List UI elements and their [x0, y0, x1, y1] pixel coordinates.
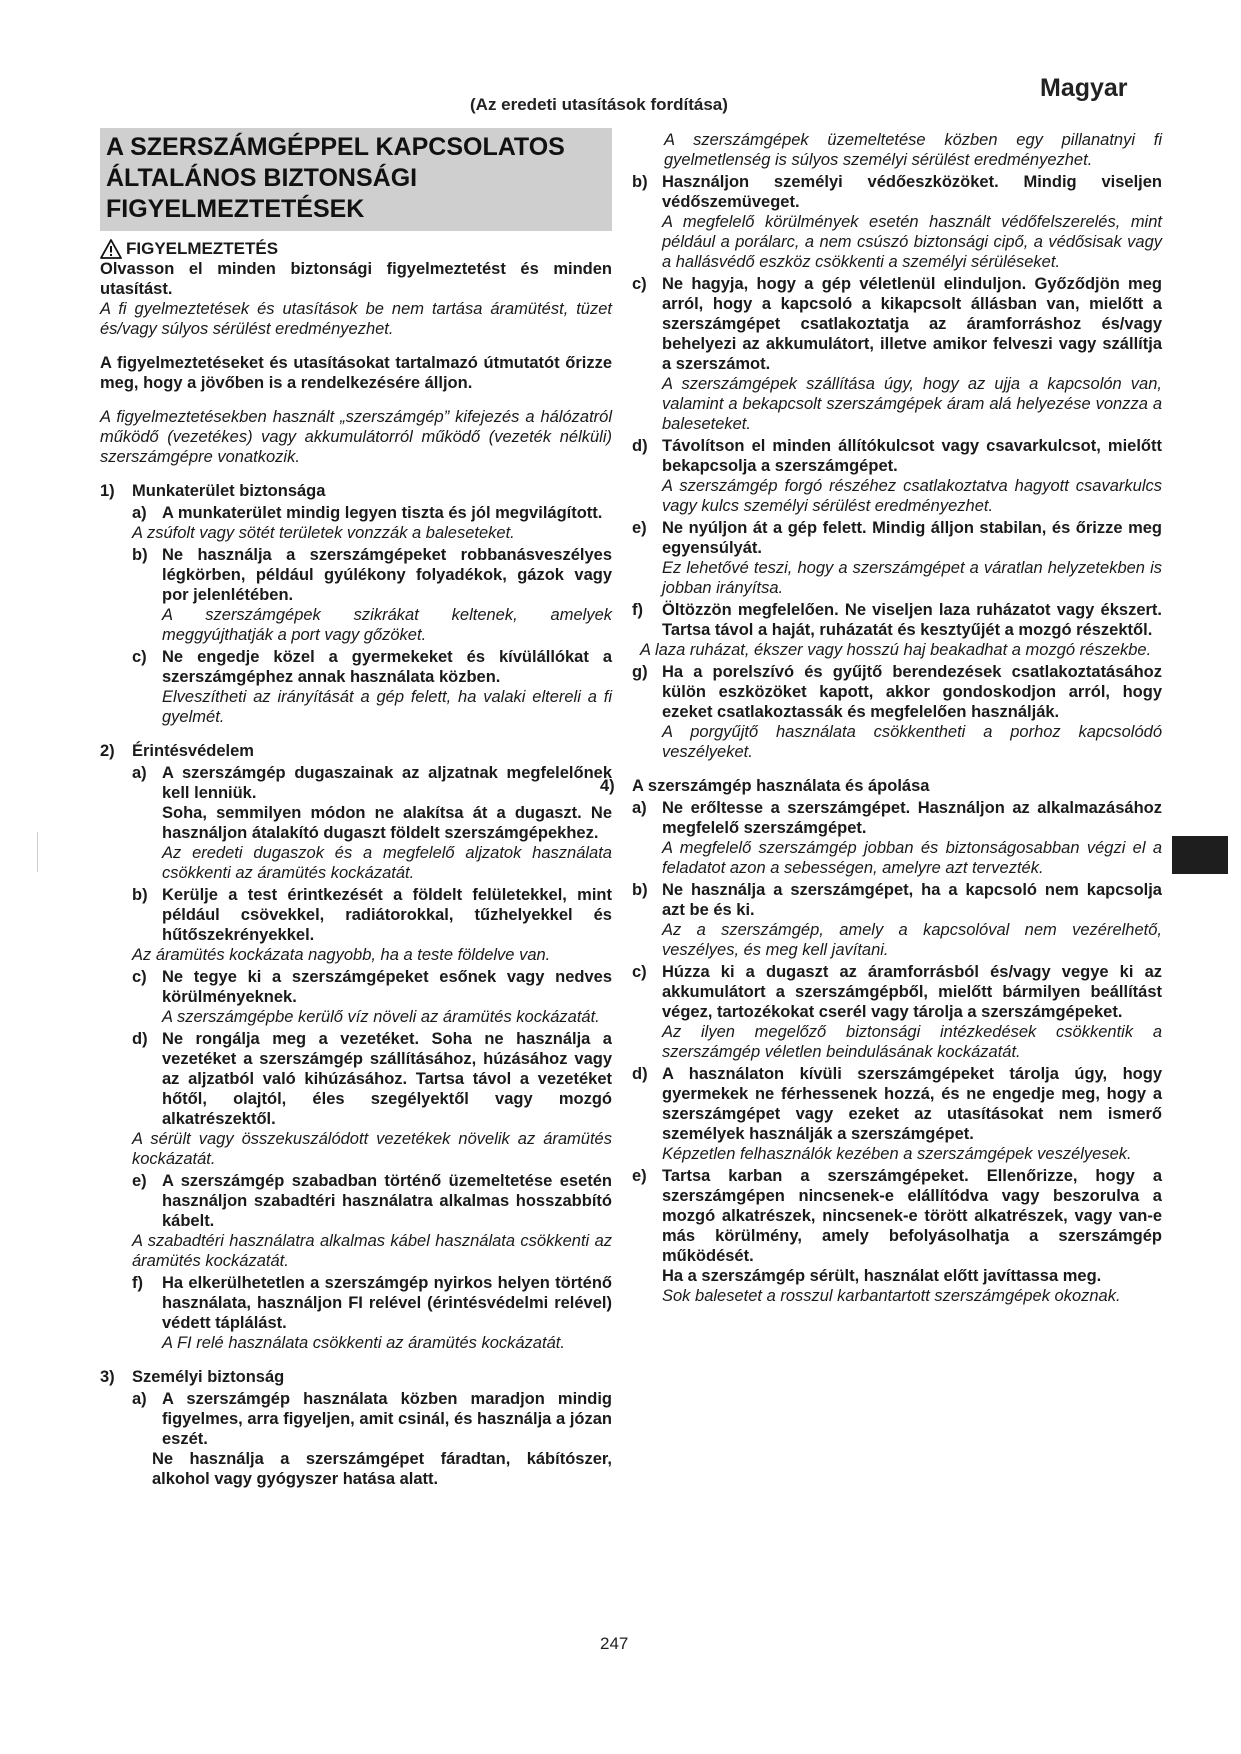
- s3-item-e: e) Ne nyúljon át a gép felett. Mindig álljon stabilan, és őrizze meg egyensúlyát. Ez lehetővé teszi, hogy a szerszámgépet a váratlan helyzetekben is jobban irányítsa.: [632, 519, 1162, 597]
- warning-label: FIGYELMEZTETÉS: [126, 239, 279, 258]
- section-banner: A SZERSZÁMGÉPPEL KAPCSOLATOS ÁLTALÁNOS BIZTONSÁGI FIGYELMEZTETÉSEK: [100, 128, 612, 231]
- section-3-title: Személyi biztonság: [132, 1368, 285, 1386]
- section-2-heading: 2) Érintésvédelem: [100, 742, 254, 760]
- s3-item-a-text2: Ne használja a szerszámgépet fáradtan, kábítószer, alkohol vagy gyógyszer hatása alatt.: [152, 1450, 612, 1488]
- s3-item-d: d) Távolítson el minden állítókulcsot vagy csavarkulcsot, mielőtt bekapcsolja a szerszámgépet. A szerszámgép forgó részéhez csatlakoztatva hagyott csavarkulcs vagy kulcs személyi sérülést eredményezhet.: [632, 437, 1162, 515]
- s3-note-a: A szerszámgépek üzemeltetése közben egy pillanatnyi fi gyelmetlenség is súlyos személyi sérülést eredményezhet.: [664, 131, 1162, 169]
- language-tab-marker: [1172, 836, 1228, 874]
- s2-item-e: e) A szerszámgép szabadban történő üzemeltetése esetén használjon szabadtéri használatra alkalmas hosszabbító kábelt.: [132, 1172, 612, 1230]
- warning-heading: [100, 239, 612, 259]
- section-4-heading: 4) A szerszámgép használata és ápolása: [600, 777, 930, 795]
- intro-read-all: Olvasson el minden biztonsági figyelmeztetést és minden utasítást.: [100, 260, 612, 298]
- s4-item-e: e) Tartsa karban a szerszámgépeket. Ellenőrizze, hogy a szerszámgépen nincsenek-e elállítódva vagy beszorulva a mozgó alkatrészek, nincsenek-e törött alkatrészek, vagy van-e más körülmény, amely befolyásolhatja a szerszámgép működését. Ha a szerszámgép sérült, használat előtt javíttassa meg. Sok balesetet a rosszul karbantartott szerszámgépek okoznak.: [632, 1167, 1162, 1305]
- s1-note-a: A zsúfolt vagy sötét területek vonzzák a baleseteket.: [132, 524, 515, 542]
- s2-item-b: b) Kerülje a test érintkezését a földelt felületekkel, mint például csövekkel, radiátorokkal, tűzhelyekkel és hűtőszekrényekkel.: [132, 886, 612, 944]
- s3-note-f: A laza ruházat, ékszer vagy hosszú haj beakadhat a mozgó részekbe.: [640, 641, 1152, 659]
- s1-item-c: c) Ne engedje közel a gyermekeket és kívülállókat a szerszámgéphez annak használata közben. Elveszítheti az irányítását a gép felett, ha valaki eltereli a fi gyelmét.: [132, 648, 612, 726]
- s2-item-d: d) Ne rongálja meg a vezetéket. Soha ne használja a vezetéket a szerszámgép szállításához, húzásához vagy az aljzatból való kihúzásához. Tartsa távol a vezetéket hőtől, olajtól, éles szegélyektől vagy mozgó alkatrészektől.: [132, 1030, 612, 1128]
- s4-item-c: c) Húzza ki a dugaszt az áramforrásból és/vagy vegye ki az akkumulátort a szerszámgépből, mielőtt bármilyen beállítást végez, tartozékokat cserél vagy tárolja a szerszámgépeket. Az ilyen megelőző biztonsági intézkedések csökkentik a szerszámgép véletlen beindulásának kockázatát.: [632, 963, 1162, 1061]
- section-2-title: Érintésvédelem: [132, 742, 254, 760]
- s2-note-e: A szabadtéri használatra alkalmas kábel használata csökkenti az áramütés kockázatát.: [132, 1232, 612, 1270]
- s3-item-a: a) A szerszámgép használata közben maradjon mindig figyelmes, arra figyeljen, amit csinál, és használja a józan eszét.: [132, 1390, 612, 1448]
- section-1-title: Munkaterület biztonsága: [132, 482, 326, 500]
- s3-item-f: f) Öltözzön megfelelően. Ne viseljen laza ruházatot vagy ékszert. Tartsa távol a haját, ruházatát és kesztyűjét a mozgó részektől.: [632, 601, 1162, 639]
- s3-item-g: g) Ha a porelszívó és gyűjtő berendezések csatlakoztatásához külön eszközöket kapott, akkor gondoskodjon arról, hogy ezeket csatlakoztassák és megfelelően használják. A porgyűjtő használata csökkentheti a porhoz kapcsolódó veszélyeket.: [632, 663, 1162, 761]
- intro-read-all-note: A fi gyelmeztetések és utasítások be nem tartása áramütést, tüzet és/vagy súlyos sérülést eredményezhet.: [100, 300, 612, 338]
- warning-triangle-icon: [100, 239, 122, 259]
- translation-subtitle: (Az eredeti utasítások fordítása): [470, 95, 728, 114]
- language-label: Magyar: [1040, 74, 1128, 102]
- section-3-heading: 3) Személyi biztonság: [100, 1368, 285, 1386]
- s1-item-b: b) Ne használja a szerszámgépeket robbanásveszélyes légkörben, például gyúlékony folyadékok, gázok vagy por jelenlétében. A szerszámgépek szikrákat keltenek, amelyek meggyújthatják a port vagy gőzöket.: [132, 546, 612, 644]
- right-column: [600, 130, 1162, 1306]
- s1-item-a: a) A munkaterület mindig legyen tiszta és jól megvilágított.: [132, 504, 603, 522]
- edge-mark: [37, 832, 38, 872]
- page-number: 247: [600, 1634, 629, 1653]
- section-4-title: A szerszámgép használata és ápolása: [632, 777, 930, 795]
- intro-keep: A figyelmeztetéseket és utasításokat tartalmazó útmutatót őrizze meg, hogy a jövőben is a rendelkezésére álljon.: [100, 354, 612, 392]
- s4-item-a: a) Ne erőltesse a szerszámgépet. Használjon az alkalmazásához megfelelő szerszámgépet. A megfelelő szerszámgép jobban és biztonságosabban végzi el a feladatot azon a sebességen, amelyre azt tervezték.: [632, 799, 1162, 877]
- s2-item-f: f) Ha elkerülhetetlen a szerszámgép nyirkos helyen történő használata, használjon FI relével (érintésvédelmi relével) védett táplálást. A FI relé használata csökkenti az áramütés kockázatát.: [132, 1274, 612, 1352]
- s3-item-b: b) Használjon személyi védőeszközöket. Mindig viseljen védőszemüveget. A megfelelő körülmények esetén használt védőfelszerelés, mint például a porálarc, a nem csúszó biztonsági cipő, a védősisak vagy a hallásvédő eszköz csökkenti a személyi sérüléseket.: [632, 173, 1162, 271]
- s4-item-b: b) Ne használja a szerszámgépet, ha a kapcsoló nem kapcsolja azt be és ki. Az a szerszámgép, amely a kapcsolóval nem vezérelhető, veszélyes, és meg kell javítani.: [632, 881, 1162, 959]
- intro-term-note: A figyelmeztetésekben használt „szerszámgép” kifejezés a hálózatról működő (vezetékes) vagy akkumulátorról működő (vezeték nélküli) szerszámgépre vonatkozik.: [100, 408, 612, 466]
- section-1-heading: 1) Munkaterület biztonsága: [100, 482, 326, 500]
- s2-item-c: c) Ne tegye ki a szerszámgépeket esőnek vagy nedves körülményeknek. A szerszámgépbe kerülő víz növeli az áramütés kockázatát.: [132, 968, 612, 1026]
- left-column: [100, 128, 612, 1489]
- s2-note-d: A sérült vagy összekuszálódott vezetékek növelik az áramütés kockázatát.: [132, 1130, 612, 1168]
- s3-item-c: c) Ne hagyja, hogy a gép véletlenül elinduljon. Győződjön meg arról, hogy a kapcsoló a kikapcsolt állásban van, mielőtt a szerszámgépet csatlakoztatja az áramforráshoz és/vagy behelyezi az akkumulátort, illetve amikor felveszi vagy szállítja a szerszámot. A szerszámgépek szállítása úgy, hogy az ujja a kapcsolón van, valamint a bekapcsolt szerszámgépek áram alá helyezése vonzza a baleseteket.: [632, 275, 1162, 433]
- s4-item-d: d) A használaton kívüli szerszámgépeket tárolja úgy, hogy gyermekek ne férhessenek hozzá, és ne engedje meg, hogy a szerszámgépet vagy ezeket az utasításokat nem ismerő személyek használják a szerszámgépet. Képzetlen felhasználók kezében a szerszámgépek veszélyesek.: [632, 1065, 1162, 1163]
- s2-note-b: Az áramütés kockázata nagyobb, ha a teste földelve van.: [132, 946, 551, 964]
- s2-item-a: a) A szerszámgép dugaszainak az aljzatnak megfelelőnek kell lenniük. Soha, semmilyen módon ne alakítsa át a dugaszt. Ne használjon átalakító dugaszt földelt szerszámgépekhez. Az eredeti dugaszok és a megfelelő aljzatok használata csökkenti az áramütés kockázatát.: [132, 764, 612, 882]
